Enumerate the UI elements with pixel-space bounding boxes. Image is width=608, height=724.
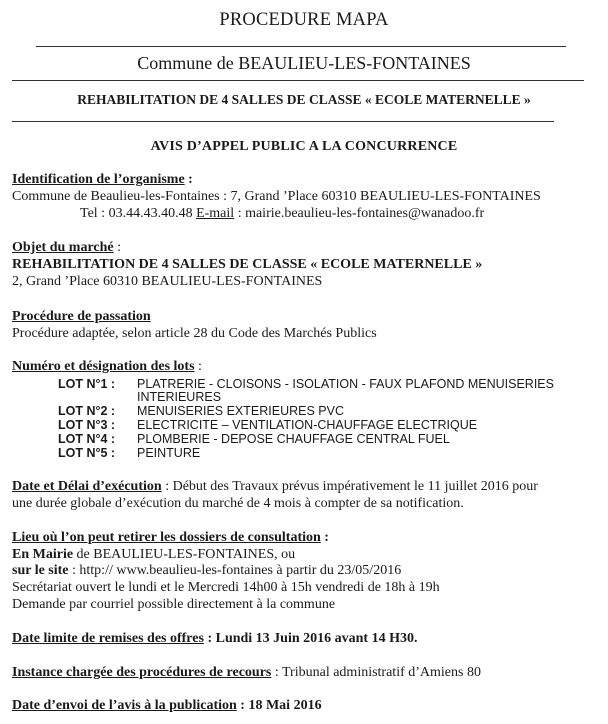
procedure-text: Procédure adaptée, selon article 28 du Code des Marchés Publics: [12, 326, 377, 341]
lot-description: PLATRERIE - CLOISONS - ISOLATION - FAUX PLAFOND MENUISERIES: [137, 377, 554, 391]
date-limite-section: [12, 631, 418, 647]
lot-code: LOT N°4 :: [58, 432, 116, 446]
objet-address: 2, Grand ’Place 60310 BEAULIEU-LES-FONTAINES: [12, 274, 323, 289]
lot-description: ELECTRICITE – VENTILATION-CHAUFFAGE ELECTRIQUE: [137, 418, 478, 432]
execution-heading: Date et Délai d’exécution: [12, 479, 162, 494]
date-limite-heading: Date limite de remises des offres: [12, 631, 204, 646]
recours-section: [12, 665, 481, 681]
lot-description: PEINTURE: [137, 446, 201, 460]
identification-section: [12, 172, 193, 188]
lot-code: LOT N°1 :: [58, 377, 116, 391]
identification-colon: :: [184, 172, 193, 187]
recours-heading: Instance chargée des procédures de recours: [12, 665, 272, 680]
lots-colon: :: [194, 359, 202, 374]
identification-heading: Identification de l’organisme: [12, 172, 185, 187]
lots-section: [12, 359, 202, 375]
retrait-mairie: [12, 547, 295, 563]
divider-subtitle: [12, 121, 554, 122]
execution-section: [12, 479, 538, 495]
envoi-heading: Date d’envoi de l’avis à la publication: [12, 698, 237, 713]
lot-description: PLOMBERIE - DEPOSE CHAUFFAGE CENTRAL FUEL: [137, 432, 450, 446]
retrait-heading: Lieu où l’on peut retirer les dossiers de consultation: [12, 530, 321, 545]
divider-commune: [12, 80, 584, 81]
objet-title: REHABILITATION DE 4 SALLES DE CLASSE « ECOLE MATERNELLE »: [12, 257, 483, 272]
identification-contact: [80, 206, 484, 222]
recours-value: : Tribunal administratif d’Amiens 80: [271, 665, 481, 680]
project-subtitle: REHABILITATION DE 4 SALLES DE CLASSE « ECOLE MATERNELLE »: [77, 92, 531, 107]
site-label: sur le site: [12, 563, 69, 578]
mairie-text: de BEAULIEU-LES-FONTAINES, ou: [73, 547, 296, 562]
lot-description-continued: INTERIEURES: [137, 390, 222, 404]
envoi-value: : 18 Mai 2016: [236, 698, 322, 713]
mairie-label: En Mairie: [12, 547, 74, 562]
notice-heading: AVIS D’APPEL PUBLIC A LA CONCURRENCE: [150, 139, 458, 154]
lot-code: LOT N°2 :: [58, 404, 116, 418]
courriel-request: Demande par courriel possible directement à la commune: [12, 597, 336, 612]
execution-text: : Début des Travaux prévus impérativement le 11 juillet 2016 pour: [161, 479, 538, 494]
commune-title: Commune de BEAULIEU-LES-FONTAINES: [137, 53, 471, 73]
execution-text-continued: une durée globale d’exécution du marché de 4 mois à compter de sa notification.: [12, 496, 464, 511]
lots-heading: Numéro et désignation des lots: [12, 359, 195, 374]
page-title: PROCEDURE MAPA: [219, 10, 389, 30]
procedure-heading: Procédure de passation: [12, 309, 151, 324]
site-text: : http:// www.beaulieu-les-fontaines à partir du 23/05/2016: [68, 563, 402, 578]
phone-text: Tel : 03.44.43.40.48: [80, 206, 197, 221]
retrait-section: [12, 530, 329, 546]
retrait-colon: :: [320, 530, 329, 545]
lot-description: MENUISERIES EXTERIEURES PVC: [137, 404, 344, 418]
secretariat-hours: Secrétariat ouvert le lundi et le Mercredi 14h00 à 15h vendredi de 18h à 19h: [12, 580, 440, 595]
objet-heading: Objet du marché: [12, 240, 114, 255]
email-label: E-mail: [196, 206, 235, 221]
objet-colon: :: [113, 240, 122, 255]
retrait-site: [12, 563, 401, 579]
envoi-section: [12, 698, 322, 714]
email-value: : mairie.beaulieu-les-fontaines@wanadoo.fr: [234, 206, 485, 221]
objet-section: [12, 240, 121, 256]
lot-code: LOT N°3 :: [58, 418, 116, 432]
date-limite-value: : Lundi 13 Juin 2016 avant 14 H30.: [203, 631, 418, 646]
identification-address: Commune de Beaulieu-les-Fontaines : 7, Grand ’Place 60310 BEAULIEU-LES-FONTAINES: [12, 189, 541, 204]
divider-top: [36, 46, 566, 47]
lot-code: LOT N°5 :: [58, 446, 116, 460]
